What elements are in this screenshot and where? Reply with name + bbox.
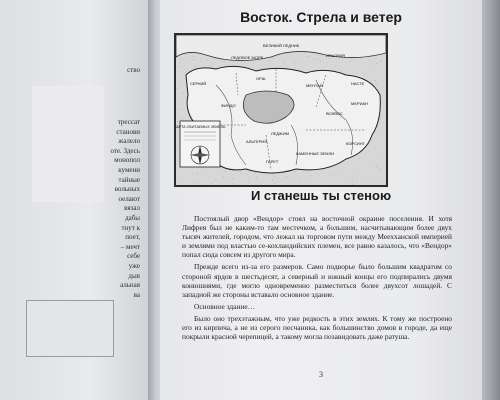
map-label: СЕРКИЙ [190, 81, 207, 86]
body-text [182, 214, 452, 344]
left-page-text-fragment: альная [120, 281, 140, 290]
paragraph: Основное здание… [194, 301, 256, 311]
map-label: ЛЕДЖИМ [271, 131, 289, 136]
left-page-text-fragment: тайные [118, 175, 140, 184]
left-page-text-fragment: себе [127, 252, 140, 261]
left-page-text-fragment: трессат [117, 118, 140, 126]
running-header: Восток. Стрела и ветер [240, 9, 402, 25]
map-label: ФИНДО [221, 103, 236, 108]
map-illustration [174, 33, 388, 187]
map-label: МЕРИАН [351, 101, 369, 106]
left-page-note-box [26, 300, 114, 357]
map-legend-title: КАРТА ОБИТАЕМЫХ ЗЕМЕЛЬ [176, 125, 226, 129]
map-label: МЕНТАЙ [306, 83, 323, 88]
section-title: И станешь ты стеною [250, 188, 392, 203]
map-label: ОРШ [256, 76, 266, 81]
page-number: 3 [319, 370, 323, 379]
left-page-image-block [32, 86, 104, 202]
left-page-text-fragment: кумени [118, 166, 140, 174]
map-label: ВОЛВОС [326, 111, 343, 116]
left-page-text-fragment: дыв [128, 271, 140, 280]
left-page-text-fragment: ство [127, 66, 140, 74]
map-label: АЛЬТЕРИЯ [246, 139, 268, 144]
paragraph: Было оно трехэтажным, что уже редкость в этих землях. К тому же построено его из кирпича, а не из серого песчаника, как большинство домов в городе, да еще покрыли красной черепицей, а такому могла позавидовать даже ратуша. [182, 313, 452, 342]
page-edge-shadow [482, 0, 500, 400]
map-label: КОРСИНГ [346, 141, 365, 146]
map-label: ЛЕДОВОЕ МОРЕ [231, 55, 264, 60]
left-page-text-fragment: оте. Здесь [110, 146, 140, 155]
map-label: ВЕЛИКИЙ ЛЕДНИК [262, 43, 300, 48]
right-page [160, 0, 482, 400]
left-page [0, 0, 152, 400]
left-page-text-fragment: вязал [124, 204, 140, 213]
map-svg [176, 35, 386, 185]
left-page-text-fragment: оелают [118, 194, 140, 203]
map-label: НАСТЕ [351, 81, 365, 86]
left-page-text-fragment: вольных [114, 185, 140, 194]
left-page-text-fragment: – мечт [120, 242, 140, 251]
map-label: ИЛЬГРИЯ [326, 53, 345, 58]
left-page-text-fragment: уже [128, 262, 140, 270]
left-page-text-fragment: ва [133, 290, 140, 299]
map-label: КАМЕННЫЕ ЗЕМЛИ [296, 151, 335, 156]
paragraph: Постоялый двор «Вендор» стоял на восточной окраине поселения. И хотя Лифрея был не каким-то там местечком, а большим, насчитывающим более двух тысяч жителей, городом, что лежал на торговом пути между Меехханской империей и землями под властью се-кохландийских племен, все равно казалось, что «Вендор» попал сюда совсем из другого мира. [182, 214, 452, 260]
left-page-text-fragment: дабы [125, 214, 140, 222]
map-label: ГАРЕТ [266, 159, 279, 164]
left-page-text-fragment: тнут к [121, 223, 140, 232]
left-page-text-fragment: поет, [125, 233, 140, 242]
left-page-text-fragment: монопол [114, 156, 140, 165]
paragraph: Прежде всего из-за его размеров. Само подворье было большим квадратом со стороной ярдов в шестьдесят, а северный и южный концы его подпирались двумя конюшнями, где могло одновременно разместиться более двухсот лошадей. С западной же стороны вставало основное здание. [182, 262, 452, 299]
left-page-text-fragment: жалело [118, 137, 140, 146]
left-page-text-fragment: станови [116, 127, 140, 136]
